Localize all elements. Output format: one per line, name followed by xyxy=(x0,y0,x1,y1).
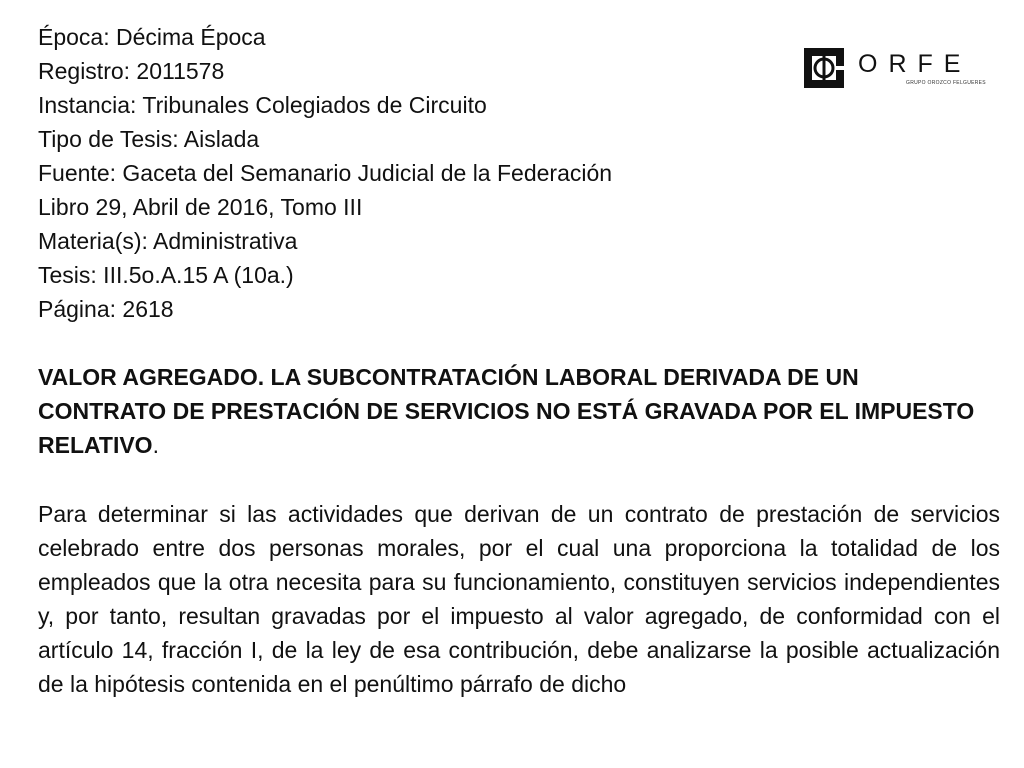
thesis-heading-period: . xyxy=(152,432,159,458)
thesis-heading xyxy=(38,360,978,462)
orfe-logo-mark-icon xyxy=(802,46,846,90)
instancia-line: Instancia: Tribunales Colegiados de Circuito xyxy=(38,92,487,118)
orfe-logo xyxy=(802,46,986,96)
tesis-line: Tesis: III.5o.A.15 A (10a.) xyxy=(38,262,294,288)
registro-line: Registro: 2011578 xyxy=(38,58,225,84)
logo-subtitle: GRUPO OROZCO FELGUERES xyxy=(906,80,986,86)
materia-line: Materia(s): Administrativa xyxy=(38,228,298,254)
fuente-line: Fuente: Gaceta del Semanario Judicial de la Federación xyxy=(38,160,613,186)
pagina-line: Página: 2618 xyxy=(38,296,174,322)
libro-line: Libro 29, Abril de 2016, Tomo III xyxy=(38,194,363,220)
thesis-body-paragraph: Para determinar si las actividades que derivan de un contrato de prestación de servicios celebrado entre dos personas morales, por el cual una proporciona la totalidad de los empleados que la otra necesita para su funcionamiento, constituyen servicios independientes y, por tanto, resultan gravadas por el impuesto al valor agregado, de conformidad con el artículo 14, fracción I, de la ley de esa contribución, debe analizarse la posible actualización de la hipótesis contenida en el penúltimo párrafo de dicho xyxy=(38,501,1000,697)
tipo-tesis-line: Tipo de Tesis: Aislada xyxy=(38,126,260,152)
thesis-metadata xyxy=(38,20,778,326)
thesis-heading-text: VALOR AGREGADO. LA SUBCONTRATACIÓN LABORAL DERIVADA DE UN CONTRATO DE PRESTACIÓN DE SERVICIOS NO ESTÁ GRAVADA POR EL IMPUESTO RELATIVO xyxy=(38,364,975,458)
logo-wordmark: ORFE xyxy=(858,50,972,78)
epoca-line: Época: Décima Época xyxy=(38,24,266,50)
